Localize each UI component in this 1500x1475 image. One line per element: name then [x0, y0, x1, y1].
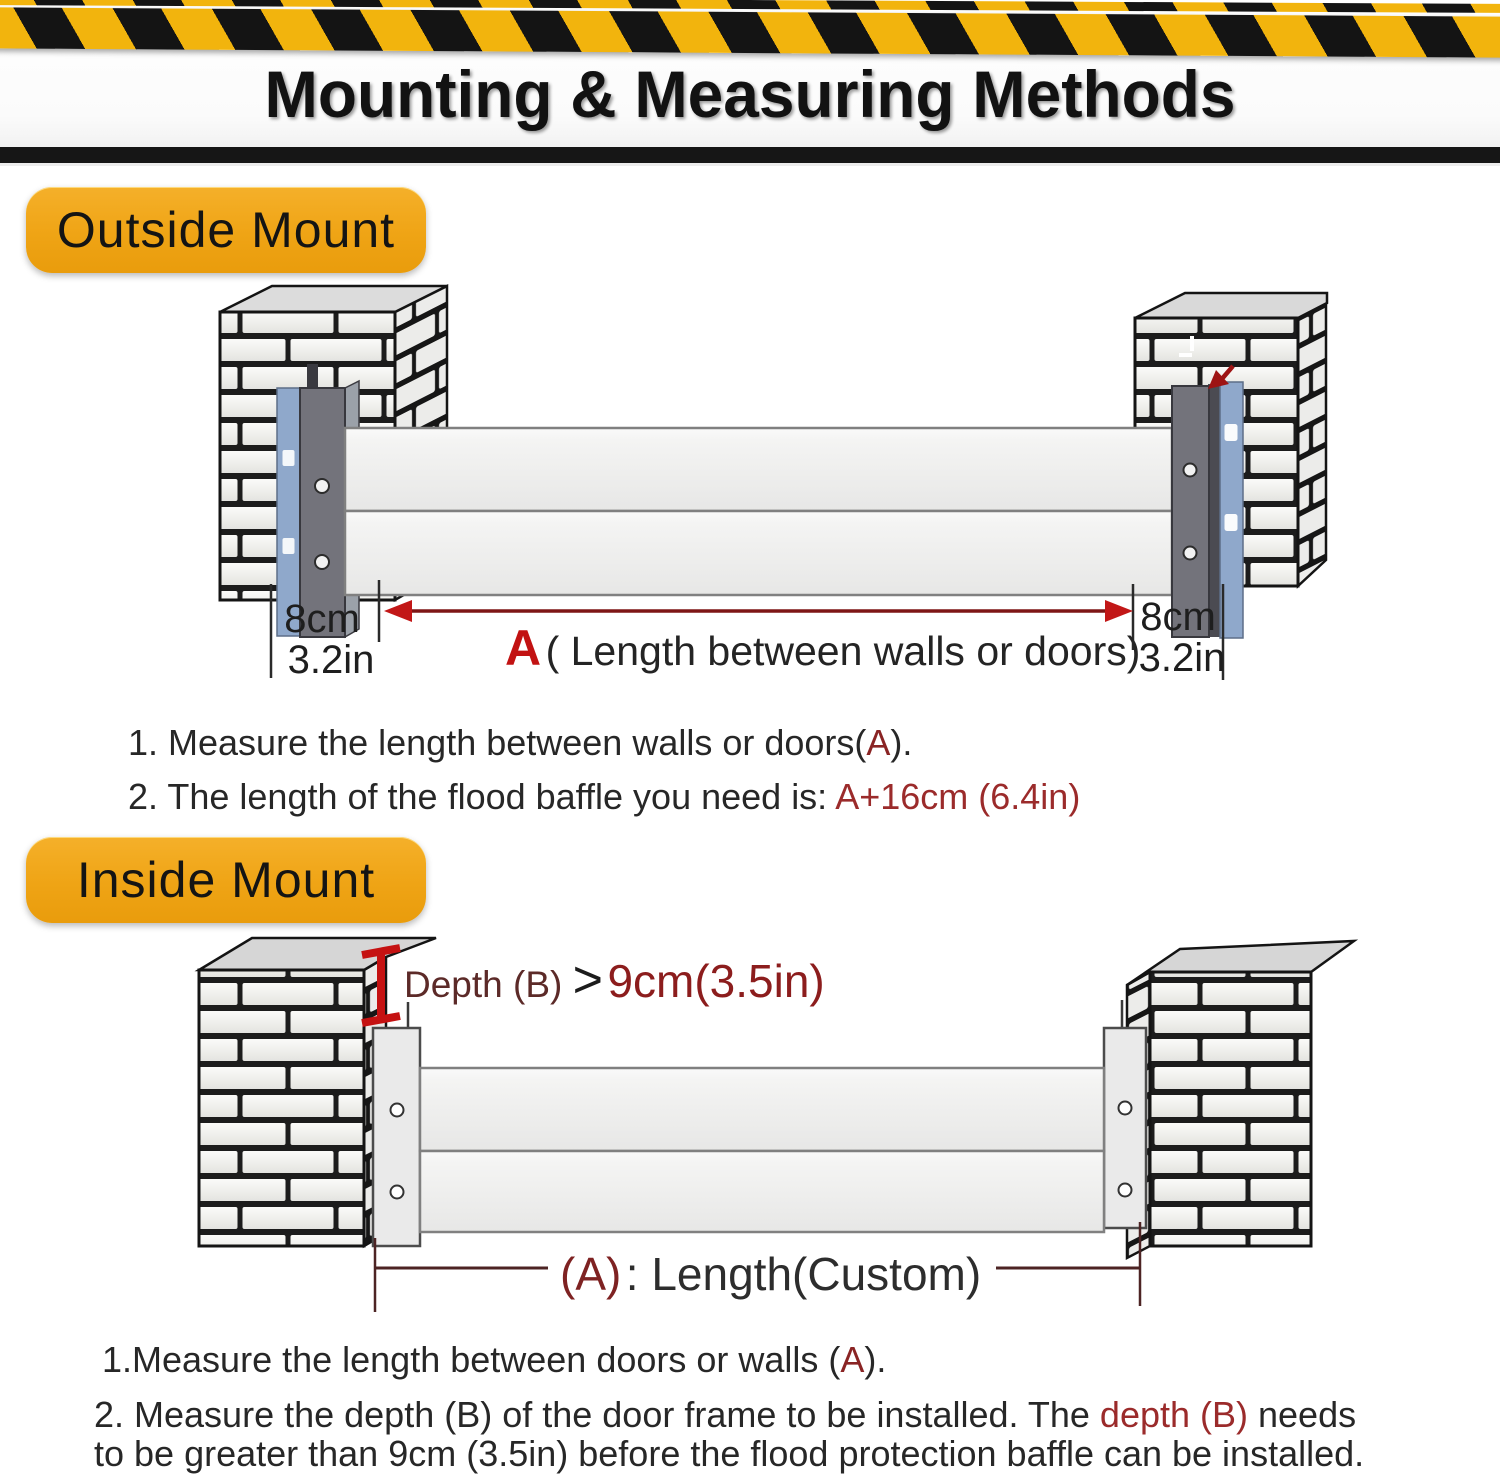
- right-offset-in: 3.2in: [1138, 636, 1226, 680]
- step-highlight: A: [866, 722, 891, 763]
- left-offset-cm: 8cm: [284, 597, 360, 641]
- span-a-letter: A: [505, 620, 542, 676]
- page-title: Mounting & Measuring Methods: [264, 57, 1236, 131]
- flood-barrier: [345, 428, 1172, 595]
- length-custom-label: [560, 1248, 981, 1300]
- step-text-continued: to be greater than 9cm (3.5in) before the flood protection baffle can be installed.: [94, 1433, 1365, 1474]
- step-text: 2. Measure the depth (B) of the door frame to be installed. The: [94, 1394, 1100, 1435]
- left-mount-plate: [373, 1028, 420, 1246]
- header-banner: [0, 0, 1500, 166]
- right-pillar: [1127, 941, 1354, 1258]
- step-highlight: A+16cm (6.4in): [835, 776, 1081, 817]
- banner-divider: [0, 147, 1500, 163]
- outside-mount-steps: [128, 716, 1408, 824]
- step-text: 1. Measure the length between walls or doors(: [128, 722, 867, 763]
- step-text: ).: [890, 722, 913, 763]
- depth-label: [404, 951, 825, 1009]
- depth-label-text: Depth (B): [404, 964, 573, 1005]
- outside-mount-badge: [26, 187, 426, 273]
- step-text: 1.Measure the length between doors or walls (: [102, 1339, 841, 1380]
- arrowhead-left-icon: [384, 600, 412, 622]
- inside-mount-badge: [26, 837, 426, 923]
- length-text-part: : Length(Custom): [625, 1248, 982, 1300]
- inside-step-2: [94, 1395, 1494, 1473]
- greater-than-sign: >: [572, 951, 603, 1009]
- step-text: needs: [1248, 1394, 1357, 1435]
- depth-value: 9cm(3.5in): [607, 955, 825, 1007]
- outside-mount-badge-label: Outside Mount: [56, 202, 396, 258]
- outside-mount-diagram: [0, 270, 1500, 710]
- inside-measurement: [375, 1222, 1140, 1312]
- inside-mount-steps: [94, 1338, 1494, 1473]
- step-text: ).: [864, 1339, 887, 1380]
- inside-step-1: [94, 1338, 1494, 1382]
- step-highlight: A: [840, 1339, 865, 1380]
- right-mount-plate: [1104, 1028, 1146, 1228]
- arrowhead-right-icon: [1105, 600, 1133, 622]
- span-length-label: [505, 620, 1140, 676]
- step-highlight: depth (B): [1099, 1394, 1248, 1435]
- outside-step-1: [128, 716, 1408, 770]
- flood-barrier: [420, 1068, 1104, 1232]
- span-label-text: ( Length between walls or doors): [545, 628, 1141, 674]
- left-offset-in: 3.2in: [287, 638, 375, 682]
- inside-mount-diagram: [0, 930, 1500, 1330]
- inside-mount-badge-label: Inside Mount: [76, 852, 376, 908]
- outside-step-2: [128, 770, 1408, 824]
- right-offset-cm: 8cm: [1140, 595, 1216, 639]
- hazard-stripes-icon: [0, 7, 1500, 57]
- step-text: 2. The length of the flood baffle you need is:: [128, 776, 836, 817]
- length-a-part: (A): [560, 1248, 622, 1300]
